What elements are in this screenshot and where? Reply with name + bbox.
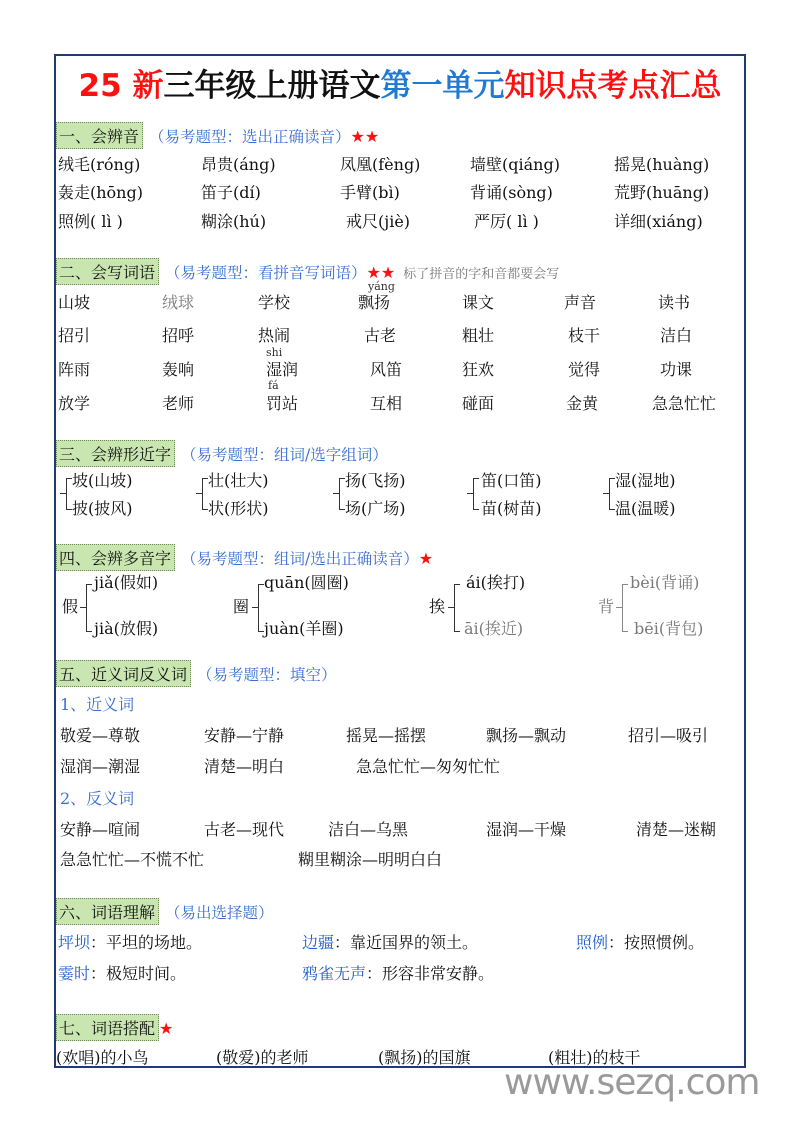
- reading-item: 严厉( lì ): [474, 212, 539, 231]
- word-item: 招呼: [162, 326, 195, 345]
- word-item: 山坡: [58, 293, 91, 312]
- bracket-tick: [196, 493, 202, 494]
- word-item: 飘扬: [358, 293, 391, 312]
- collocation-item: (飘扬)的国旗: [378, 1048, 471, 1067]
- polyphone-reading: quān(圆圈): [264, 573, 349, 592]
- antonym-pair: 安静—喧闹: [60, 820, 141, 839]
- section-6-hint: （易出选择题）: [165, 904, 274, 922]
- definition-item: [576, 930, 704, 953]
- reading-item: 戒尺(jiè): [346, 212, 411, 231]
- title-year: 25 新: [78, 68, 164, 104]
- synonyms-label: 1、近义词: [60, 695, 135, 714]
- section-4-header: [56, 544, 433, 571]
- section-4-hint: （易考题型：组词/选出正确读音）: [181, 550, 419, 568]
- s1-row-2: [56, 180, 744, 204]
- definitions-row-1: [56, 930, 744, 954]
- definition-item: [302, 961, 494, 984]
- section-7-title: 七、词语搭配: [56, 1014, 159, 1041]
- similar-char-item: 扬(飞扬): [345, 471, 406, 490]
- word-item: 课文: [462, 293, 495, 312]
- synonym-pair: 清楚—明白: [204, 757, 285, 776]
- pinyin-annotation: yáng: [368, 280, 395, 293]
- word-item: 碰面: [462, 394, 495, 413]
- section-1-hint: （易考题型：选出正确读音）: [149, 128, 351, 146]
- synonym-pair: 招引—吸引: [628, 726, 709, 745]
- word-item: 粗壮: [462, 326, 495, 345]
- s2-row-4: [56, 391, 744, 415]
- bracket-tick: [603, 493, 609, 494]
- definition-term: 霎时: [58, 964, 91, 983]
- word-item: 古老: [364, 326, 397, 345]
- antonym-pair: 清楚—迷糊: [636, 820, 717, 839]
- antonyms-label: 2、反义词: [60, 789, 135, 808]
- pinyin-annotation: shi: [266, 346, 283, 359]
- word-item: 枝干: [568, 326, 601, 345]
- section-5-title: 五、近义词反义词: [56, 660, 191, 687]
- section-2-title: 二、会写词语: [56, 258, 159, 285]
- definition-text: ：形容非常安静。: [366, 964, 495, 983]
- antonym-pair: 洁白—乌黑: [328, 820, 409, 839]
- polyphone-char: 假: [62, 597, 79, 616]
- reading-item: 凤凰(fèng): [340, 155, 421, 174]
- section-5-hint: （易考题型：填空）: [197, 666, 337, 684]
- similar-char-item: 温(温暖): [615, 499, 676, 518]
- bracket-icon: [454, 584, 460, 632]
- synonyms-row-1: [56, 723, 744, 747]
- word-item: 风笛: [370, 360, 403, 379]
- similar-char-item: 坡(山坡): [72, 471, 133, 490]
- reading-item: 墙壁(qiáng): [470, 155, 560, 174]
- reading-item: 绒毛(róng): [58, 155, 141, 174]
- title-summary: 知识点考点汇总: [504, 68, 722, 104]
- reading-item: 照例( lì ): [58, 212, 123, 231]
- section-6-header: [56, 898, 274, 925]
- section-2-note: 标了拼音的字和音都要会写: [403, 267, 560, 282]
- word-item: 金黄: [566, 394, 599, 413]
- reading-item: 手臂(bì): [340, 183, 400, 202]
- bracket-tick: [80, 607, 86, 608]
- definition-item: [58, 930, 202, 953]
- polyphone-reading: bēi(背包): [634, 619, 704, 638]
- synonym-pair: 飘扬—飘动: [486, 726, 567, 745]
- bracket-tick: [333, 493, 339, 494]
- reading-item: 笛子(dí): [201, 183, 261, 202]
- star-icon: ★★: [350, 127, 380, 146]
- star-icon: ★: [418, 549, 434, 568]
- similar-char-item: 状(形状): [208, 499, 269, 518]
- definition-term: 边疆: [302, 933, 335, 952]
- section-7-header: [56, 1014, 173, 1041]
- word-item: 学校: [258, 293, 291, 312]
- reading-item: 详细(xiáng): [614, 212, 703, 231]
- antonym-pair: 古老—现代: [204, 820, 285, 839]
- synonym-pair: 湿润—潮湿: [60, 757, 141, 776]
- section-5-header: [56, 660, 337, 687]
- word-item: 热闹: [258, 326, 291, 345]
- word-item: 互相: [370, 394, 403, 413]
- similar-char-item: 湿(湿地): [615, 471, 676, 490]
- word-item: 读书: [658, 293, 691, 312]
- similar-char-item: 笛(口笛): [481, 471, 542, 490]
- polyphone-char: 背: [598, 597, 615, 616]
- antonyms-row-1: [56, 817, 744, 841]
- definition-term: 鸦雀无声: [302, 964, 367, 983]
- synonym-pair: 安静—宁静: [204, 726, 285, 745]
- synonyms-row-2: [56, 754, 744, 778]
- title-unit: 第一单元: [380, 68, 505, 104]
- section-1-title: 一、会辨音: [56, 122, 143, 149]
- similar-char-item: 苗(树苗): [481, 499, 542, 518]
- antonym-pair: 湿润—干燥: [486, 820, 567, 839]
- polyphone-reading: bèi(背诵): [630, 573, 700, 592]
- section-2-hint: （易考题型：看拼音写词语）: [165, 264, 367, 282]
- definition-text: ：靠近国界的领土。: [334, 933, 479, 952]
- section-2-header: [56, 258, 559, 285]
- page-frame: [54, 54, 746, 1068]
- reading-item: 背诵(sòng): [470, 183, 553, 202]
- bracket-tick: [60, 493, 66, 494]
- definition-term: 照例: [576, 933, 609, 952]
- title-grade: 三年级上册语文: [163, 68, 381, 104]
- section-4-title: 四、会辨多音字: [56, 544, 175, 571]
- star-icon: ★: [159, 1019, 174, 1038]
- antonym-pair: 糊里糊涂—明明白白: [298, 850, 443, 869]
- polyphone-reading: juàn(羊圈): [264, 619, 344, 638]
- section-6-title: 六、词语理解: [56, 898, 159, 925]
- definitions-row-2: [56, 961, 744, 985]
- reading-item: 轰走(hōng): [58, 183, 143, 202]
- bracket-tick: [467, 493, 473, 494]
- word-item: 声音: [564, 293, 597, 312]
- collocation-item: (粗壮)的枝干: [548, 1048, 641, 1067]
- collocation-item: (欢唱)的小鸟: [56, 1048, 149, 1067]
- section-3-hint: （易考题型：组词/选字组词）: [181, 446, 388, 464]
- reading-item: 昂贵(áng): [201, 155, 276, 174]
- word-item: 阵雨: [58, 360, 91, 379]
- similar-char-item: 场(广场): [345, 499, 406, 518]
- bracket-icon: [622, 584, 628, 632]
- synonym-pair: 敬爱—尊敬: [60, 726, 141, 745]
- word-item: 老师: [162, 394, 195, 413]
- synonym-pair: 摇晃—摇摆: [346, 726, 427, 745]
- bracket-icon: [473, 478, 479, 510]
- word-item: 轰响: [162, 360, 195, 379]
- reading-item: 糊涂(hú): [201, 212, 267, 231]
- definition-text: ：平坦的场地。: [90, 933, 203, 952]
- word-item: 急急忙忙: [652, 394, 717, 413]
- similar-char-item: 壮(壮大): [208, 471, 269, 490]
- watermark: www.sezq.com: [504, 1062, 760, 1103]
- section-3-header: [56, 440, 388, 467]
- bracket-tick: [616, 607, 622, 608]
- s1-row-3: [56, 209, 744, 233]
- reading-item: 荒野(huāng): [614, 183, 710, 202]
- s2-row-2: [56, 323, 744, 347]
- word-item: 湿润: [266, 360, 299, 379]
- section-3-title: 三、会辨形近字: [56, 440, 175, 467]
- collocation-item: (敬爱)的老师: [216, 1048, 309, 1067]
- word-item: 觉得: [568, 360, 601, 379]
- definition-text: ：极短时间。: [90, 964, 187, 983]
- polyphone-reading: āi(挨近): [464, 619, 524, 638]
- definition-text: ：按照惯例。: [608, 933, 705, 952]
- pinyin-annotation: fá: [268, 379, 279, 392]
- word-item: 招引: [58, 326, 91, 345]
- star-icon: ★★: [366, 263, 396, 282]
- definition-item: [58, 961, 186, 984]
- bracket-icon: [86, 584, 92, 632]
- word-item: 放学: [58, 394, 91, 413]
- polyphone-reading: jiǎ(假如): [94, 573, 159, 592]
- s1-row-1: [56, 152, 744, 176]
- bracket-tick: [448, 607, 454, 608]
- definition-item: [302, 930, 478, 953]
- reading-item: 摇晃(huàng): [614, 155, 710, 174]
- polyphone-char: 圈: [233, 597, 250, 616]
- word-item: 绒球: [162, 293, 195, 312]
- word-item: 功课: [660, 360, 693, 379]
- polyphone-char: 挨: [429, 597, 446, 616]
- word-item: 洁白: [660, 326, 693, 345]
- polyphone-reading: jià(放假): [94, 619, 159, 638]
- s2-row-1: [56, 290, 744, 314]
- bracket-tick: [252, 607, 258, 608]
- page-title: [56, 60, 744, 105]
- polyphone-reading: ái(挨打): [466, 573, 526, 592]
- section-1-header: [56, 122, 379, 149]
- word-item: 罚站: [266, 394, 299, 413]
- word-item: 狂欢: [462, 360, 495, 379]
- antonym-pair: 急急忙忙—不慌不忙: [60, 850, 205, 869]
- similar-char-item: 披(披风): [72, 499, 133, 518]
- s2-row-3: [56, 357, 744, 381]
- definition-term: 坪坝: [58, 933, 91, 952]
- antonyms-row-2: [56, 847, 744, 871]
- synonym-pair: 急急忙忙—匆匆忙忙: [356, 757, 501, 776]
